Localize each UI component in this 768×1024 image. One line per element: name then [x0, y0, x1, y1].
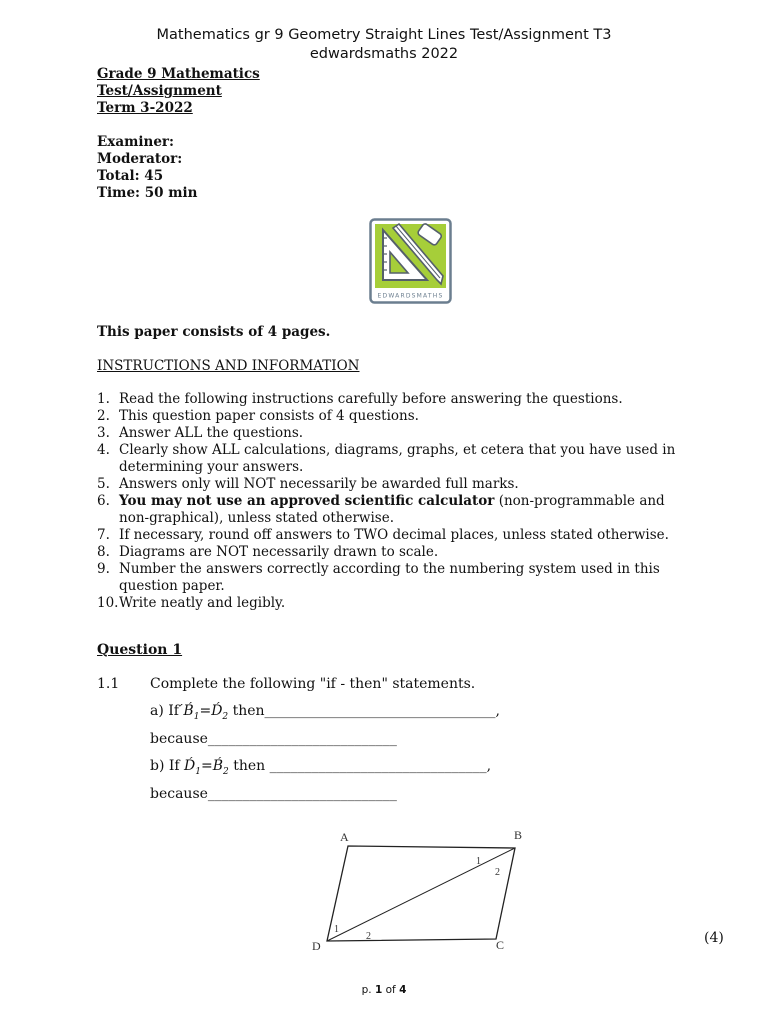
instruction-text: Diagrams are NOT necessarily drawn to scale.	[119, 544, 439, 560]
instruction-item	[97, 476, 697, 493]
question-heading: Question 1	[97, 642, 183, 658]
instruction-number: 1.	[97, 391, 110, 407]
angle-label-d1: 1	[334, 924, 339, 935]
instruction-item	[97, 561, 697, 595]
question-prompt: Complete the following "if - then" statements.	[150, 676, 476, 692]
instruction-number: 3.	[97, 425, 110, 441]
statement-b-prefix: b) If	[150, 758, 185, 774]
angle-label-b1: 1	[476, 856, 481, 867]
examiner-label: Examiner:	[97, 134, 174, 150]
vertex-d: D	[312, 939, 321, 953]
footer-prefix: p.	[361, 984, 375, 996]
instruction-item	[97, 544, 697, 561]
footer-total: 4	[399, 984, 407, 996]
instruction-text: This question paper consists of 4 questions.	[119, 408, 419, 424]
instruction-number: 10.	[97, 595, 119, 611]
instruction-text: Read the following instructions carefully before answering the questions.	[119, 391, 623, 407]
statement-a-prefix: a) If	[150, 703, 184, 719]
total-marks: Total: 45	[97, 168, 164, 184]
instruction-number: 5.	[97, 476, 110, 492]
instruction-number: 9.	[97, 561, 110, 577]
angle-b2: $B́_2$	[212, 758, 229, 777]
instruction-text: Number the answers correctly according to the numbering system used in this question paper.	[119, 561, 660, 594]
equals-b: =	[201, 758, 213, 774]
vertex-b: B	[514, 828, 523, 842]
diagonal-db	[327, 848, 515, 941]
moderator-label: Moderator:	[97, 151, 183, 167]
header-line-2: edwardsmaths 2022	[309, 46, 459, 62]
statement-a-then: then_________________________________,	[228, 703, 501, 719]
instruction-item	[97, 408, 697, 425]
instruction-item	[97, 527, 697, 544]
page-header	[0, 26, 768, 64]
doc-title: Grade 9 Mathematics	[97, 66, 260, 82]
marks-allocation: (4)	[704, 930, 724, 946]
pages-note: This paper consists of 4 pages.	[97, 324, 331, 340]
statement-b-then: then _______________________________,	[228, 758, 492, 774]
because-b: because___________________________	[150, 786, 397, 802]
page-footer	[0, 984, 768, 996]
statement-a	[150, 702, 500, 726]
instruction-number: 6.	[97, 493, 110, 509]
doc-term: Term 3-2022	[97, 100, 193, 116]
angle-label-d2: 2	[366, 931, 371, 942]
instruction-text: Answer ALL the questions.	[119, 425, 304, 441]
vertex-c: C	[496, 938, 505, 952]
angle-d1: $D́_1$	[184, 758, 202, 777]
instruction-text: Answers only will NOT necessarily be awarded full marks.	[119, 476, 519, 492]
instruction-number: 8.	[97, 544, 110, 560]
instruction-item	[97, 493, 697, 527]
instruction-text: If necessary, round off answers to TWO decimal places, unless stated otherwise.	[119, 527, 669, 543]
statement-b	[150, 757, 491, 781]
instruction-item	[97, 595, 697, 612]
instruction-item	[97, 391, 697, 408]
because-a: because___________________________	[150, 731, 397, 747]
logo-text: EDWARDSMATHS	[377, 292, 444, 300]
doc-subtitle: Test/Assignment	[97, 83, 222, 99]
footer-of: of	[382, 984, 400, 996]
angle-d2: $D́_2$	[211, 703, 229, 722]
time-allowed: Time: 50 min	[97, 185, 198, 201]
header-line-1: Mathematics gr 9 Geometry Straight Lines Test/Assignment T3	[156, 27, 612, 43]
instruction-text: Write neatly and legibly.	[119, 595, 286, 611]
instruction-item	[97, 425, 697, 442]
instruction-text: (non-programmable and non-graphical), unless stated otherwise.	[119, 493, 665, 526]
equals-a: =	[199, 703, 212, 719]
instructions-heading: INSTRUCTIONS AND INFORMATION	[97, 358, 360, 374]
instruction-item	[97, 442, 697, 476]
instruction-number: 2.	[97, 408, 110, 424]
angle-b1: $B́_1$	[183, 703, 200, 722]
edwardsmaths-logo	[369, 218, 452, 304]
vertex-a: A	[340, 830, 349, 844]
instructions-list	[97, 391, 697, 612]
parallelogram-diagram	[300, 822, 535, 960]
angle-label-b2: 2	[495, 867, 500, 878]
instruction-number: 4.	[97, 442, 110, 458]
question-number: 1.1	[97, 676, 120, 692]
footer-page: 1	[374, 984, 383, 996]
instruction-bold-text: You may not use an approved scientific calculator	[119, 493, 495, 509]
instruction-number: 7.	[97, 527, 110, 543]
instruction-text: Clearly show ALL calculations, diagrams, graphs, et cetera that you have used in determining your answers.	[119, 442, 676, 475]
